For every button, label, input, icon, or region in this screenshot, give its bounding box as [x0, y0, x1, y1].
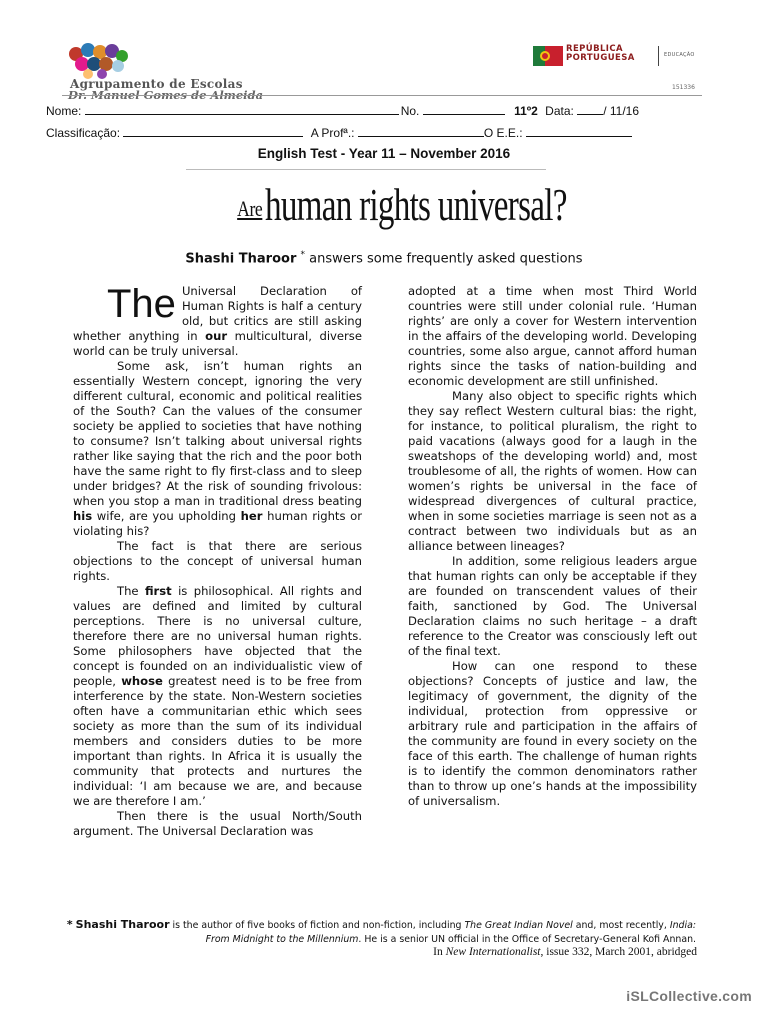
date-day-field[interactable] — [577, 103, 603, 115]
publication-name: New Internationalist — [445, 946, 541, 958]
text-run: wife, are you upholding — [92, 509, 241, 523]
classificacao-label: Classificação: — [46, 126, 121, 140]
document-code: 151336 — [672, 84, 695, 91]
paragraph: The fact is that there are serious objections to the concept of universal human rights. — [73, 539, 362, 583]
paragraph — [73, 584, 362, 809]
paragraph: adopted at a time when most Third World countries were still under colonial rule. ‘Human rights’ are only a cover for Western intervention in the affairs of the developing world. Developing countries, some also argue, cannot afford human rights since the tasks of nation-building and economic development are still unfinished. — [408, 284, 697, 388]
book-title: The Great Indian Novel — [464, 920, 573, 931]
text-run: greatest need is to be free from interference by the state. Non-Western societies often have a communitarian ethic which sees society as more than the sum of its individual members and considers duties to be more important than rights. In Africa it is usually the community that protects and nurtures the individual: ‘I am because we are, and because we are therefore I am.’ — [73, 674, 362, 808]
emphasis: our — [205, 329, 228, 343]
ee-label: O E.E.: — [483, 126, 523, 140]
date-value: / 11/16 — [603, 104, 639, 118]
republic-divider — [658, 46, 659, 66]
paragraph — [73, 284, 362, 359]
author-footnote — [62, 918, 696, 947]
paragraph: Many also object to specific rights which they say reflect Western cultural bias: the right, for instance, to political pluralism, the right to paid vacations (always good for a laugh in the sweatshops of the developing world) and, most troublesome of all, the rights of women. How can women’s rights be universal in the face of widespread divergences of cultural practice, when in some societies marriage is seen not as a contract between two individuals but as an alliance between lineages? — [408, 389, 697, 553]
republic-line1: REPÚBLICA — [566, 44, 623, 54]
paragraph — [73, 359, 362, 539]
class-value: 11º2 — [514, 104, 538, 118]
prof-label: A Profª.: — [310, 126, 355, 140]
header-divider — [62, 95, 702, 96]
text-run: , issue 332, March 2001, abridged — [540, 946, 697, 958]
text-run: human rights or violating his? — [73, 509, 362, 538]
text-run: multicultural, diverse world can be truly universal. — [73, 329, 362, 358]
text-run: The — [117, 584, 145, 598]
form-row-name — [46, 103, 639, 118]
emphasis: first — [144, 584, 172, 598]
footnote-marker: * — [66, 918, 73, 931]
portuguese-flag-icon — [533, 46, 563, 66]
footnote-author: Shashi Tharoor — [75, 918, 170, 931]
headline-main: human rights universal? — [265, 179, 567, 230]
school-name-line2: Dr. Manuel Gomes de Almeida — [68, 88, 264, 102]
ministry-label: EDUCAÇÃO — [664, 52, 695, 58]
article-column-right — [408, 284, 697, 809]
number-field[interactable] — [423, 103, 505, 115]
paragraph: How can one respond to these objections? Concepts of justice and law, the legitimacy of government, the dignity of the individual, protection from oppressive or arbitrary rule and participation in the affairs of the community are found in every society on the face of this earth. The challenge of human rights is to identify the common denominators rather than to throw up one’s hands at the impossibility of universalism. — [408, 659, 697, 808]
byline-author: Shashi Tharoor — [185, 251, 297, 267]
watermark: iSLCollective.com — [626, 988, 752, 1004]
source-citation — [433, 946, 697, 958]
emphasis: whose — [121, 674, 163, 688]
paragraph: Then there is the usual North/South argument. The Universal Declaration was — [73, 809, 362, 838]
text-run: is the author of five books of fiction and non-fiction, including — [169, 920, 465, 931]
classificacao-field[interactable] — [123, 125, 303, 137]
title-underline — [186, 169, 546, 170]
school-name-line1: Agrupamento de Escolas — [70, 77, 243, 91]
paragraph: In addition, some religious leaders argue that human rights can only be acceptable if they are founded on transcendent values of their faith, sanctioned by God. The Universal Declaration claims no such heritage – a draft reference to the Creator was consciously left out of the final text. — [408, 554, 697, 658]
test-title: English Test - Year 11 – November 2016 — [257, 146, 511, 161]
byline — [0, 250, 768, 266]
dropcap: The — [107, 282, 176, 326]
republic-line2: PORTUGUESA — [566, 53, 635, 63]
article-column-left — [73, 284, 362, 839]
emphasis: her — [240, 509, 263, 523]
emphasis: his — [73, 509, 93, 523]
nome-label: Nome: — [46, 104, 82, 118]
text-run: is philosophical. All rights and values are defined and limited by cultural perceptions. There is no universal culture, therefore there are no universal human rights. Some philosophers have objected that the concept is founded on an individualistic view of people, — [73, 584, 362, 688]
ee-field[interactable] — [526, 125, 632, 137]
form-row-classification — [46, 125, 632, 140]
nome-field[interactable] — [85, 103, 399, 115]
article-headline — [0, 178, 768, 231]
byline-marker: * — [300, 250, 306, 260]
text-run: and, most recently, — [572, 920, 670, 931]
text-run: . He is a senior UN official in the Office of Secretary-General Kofi Annan. — [358, 934, 696, 945]
byline-text: answers some frequently asked questions — [305, 251, 583, 267]
book-title: India: From Midnight to the Millennium — [205, 920, 696, 945]
prof-field[interactable] — [358, 125, 484, 137]
text-run: In — [433, 946, 446, 958]
text-run: Some ask, isn’t human rights an essentially Western concept, ignoring the very different cultural, economic and political realities of the South? Can the values of the consumer society be applied to societies that have nothing to consume? Isn’t talking about universal rights rather like saying that the rich and the poor both have the same right to fly first-class and to sleep under bridges? At the risk of sounding frivolous: when you stop a man in traditional dress beating — [73, 359, 362, 508]
text-run: Universal Declaration of Human Rights is half a century old, but critics are still asking whether anything in — [73, 284, 362, 343]
republic-logo — [533, 44, 703, 70]
headline-are: Are — [236, 196, 263, 221]
data-label: Data: — [545, 104, 574, 118]
no-label: No. — [400, 104, 420, 118]
